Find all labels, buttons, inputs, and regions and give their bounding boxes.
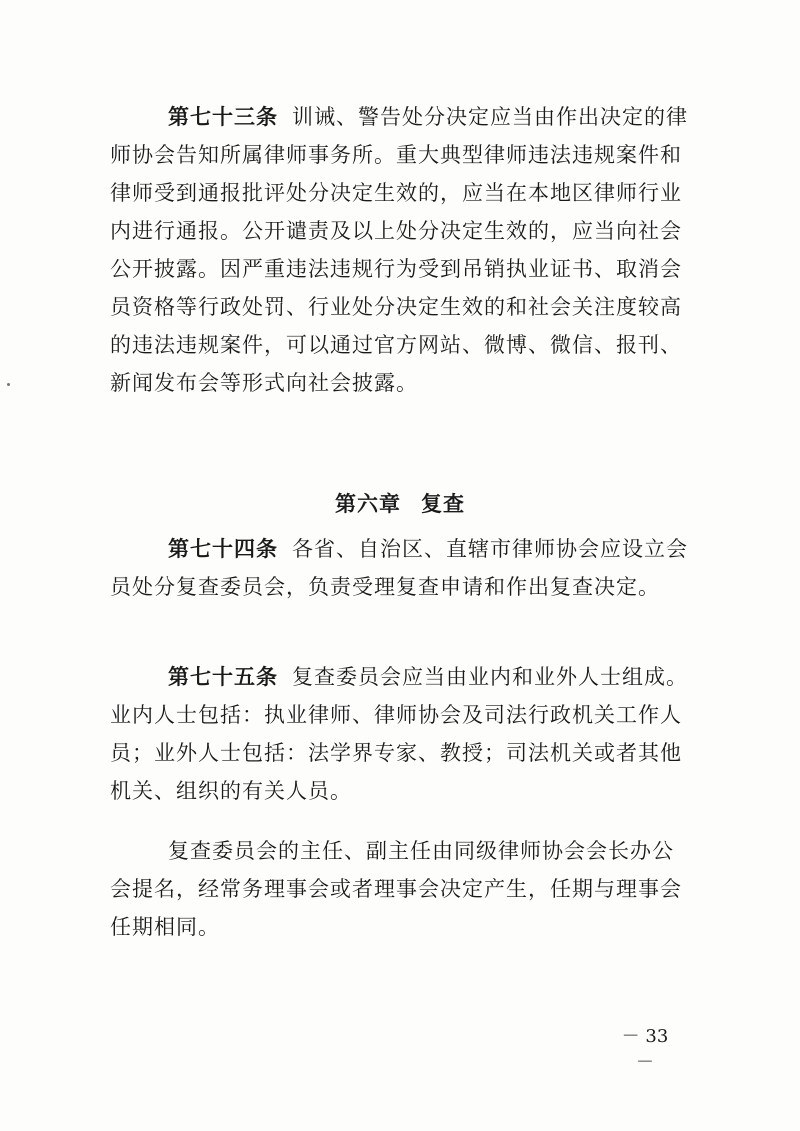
article-75-title: 第七十五条 (168, 665, 278, 689)
article-73-title: 第七十三条 (168, 105, 278, 129)
article-74-title: 第七十四条 (168, 537, 278, 561)
article-73-text: 训诫、警告处分决定应当由作出决定的律师协会告知所属律师事务所。重大典型律师违法违规案件和律师受到通报批评处分决定生效的，应当在本地区律师行业内进行通报。公开谴责及以上处分决定生效的，应当向社会公开披露。因严重违法违规行为受到吊销执业证书、取消会员资格等行政处罚、行业处分决定生效的和社会关注度较高的违法违规案件，可以通过官方网站、微博、微信、报刊、新闻发布会等形式向社会披露。 (110, 105, 688, 395)
chapter-number: 第六章 (335, 492, 401, 516)
article-75 (110, 658, 690, 810)
article-75-text: 复查委员会应当由业内和业外人士组成。业内人士包括：执业律师、律师协会及司法行政机关工作人员；业外人士包括：法学界专家、教授；司法机关或者其他机关、组织的有关人员。 (110, 665, 688, 803)
article-74 (110, 530, 690, 606)
article-75-paragraph-2 (110, 832, 690, 946)
scan-speck (7, 383, 10, 386)
chapter-heading (0, 488, 800, 518)
chapter-title: 复查 (421, 492, 465, 516)
article-75-paragraph-2-text: 复查委员会的主任、副主任由同级律师协会会长办公会提名，经常务理事会或者理事会决定产生，任期与理事会任期相同。 (110, 839, 682, 939)
page-number: － 33 － (621, 1026, 669, 1073)
article-73 (110, 98, 690, 402)
article-74-text: 各省、自治区、直辖市律师协会应设立会员处分复查委员会，负责受理复查申请和作出复查决定。 (110, 537, 688, 599)
